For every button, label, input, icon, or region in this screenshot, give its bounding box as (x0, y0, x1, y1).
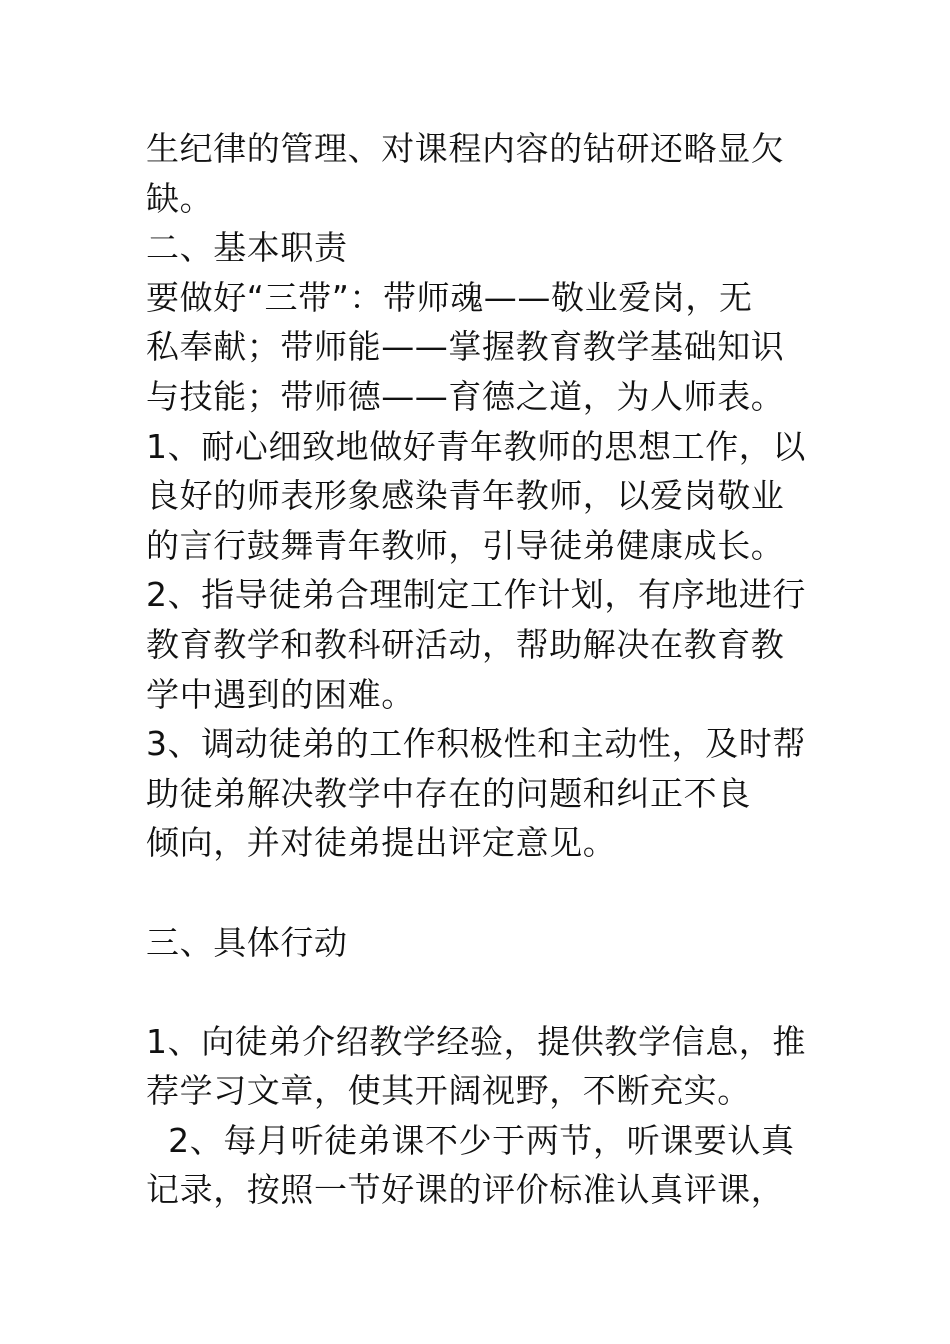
list-item-line: 荐学习文章，使其开阔视野，不断充实。 (146, 1071, 751, 1111)
body-line: 要做好“三带”：带师魂——敬业爱岗，无 (146, 277, 753, 317)
body-line: 私奉献；带师能——掌握教育教学基础知识 (146, 327, 785, 367)
list-item-line: 记录，按照一节好课的评价标准认真评课， (146, 1170, 785, 1210)
section-heading-specific-actions: 三、具体行动 (146, 922, 348, 962)
list-item-line: 助徒弟解决教学中存在的问题和纠正不良 (146, 773, 751, 813)
list-item-line: 2、每月听徒弟课不少于两节，听课要认真 (146, 1120, 795, 1160)
list-item-line: 教育教学和教科研活动，帮助解决在教育教 (146, 624, 785, 664)
list-item-line: 3、调动徒弟的工作积极性和主动性，及时帮 (146, 724, 806, 764)
body-line: 与技能；带师德——育德之道，为人师表。 (146, 376, 785, 416)
list-item-line: 1、耐心细致地做好青年教师的思想工作，以 (146, 426, 806, 466)
list-item-line: 学中遇到的困难。 (146, 674, 415, 714)
document-body (146, 124, 810, 1215)
list-item-line: 的言行鼓舞青年教师，引导徒弟健康成长。 (146, 525, 785, 565)
body-line: 缺。 (146, 178, 214, 218)
list-item-line: 倾向，并对徒弟提出评定意见。 (146, 823, 617, 863)
blank-line (146, 967, 810, 1017)
list-item-line: 2、指导徒弟合理制定工作计划，有序地进行 (146, 575, 806, 615)
section-heading-basic-duties: 二、基本职责 (146, 228, 348, 268)
list-item-line: 1、向徒弟介绍教学经验，提供教学信息，推 (146, 1021, 806, 1061)
body-line: 生纪律的管理、对课程内容的钻研还略显欠 (146, 129, 785, 168)
blank-line (146, 868, 810, 918)
list-item-line: 良好的师表形象感染青年教师，以爱岗敬业 (146, 476, 785, 516)
